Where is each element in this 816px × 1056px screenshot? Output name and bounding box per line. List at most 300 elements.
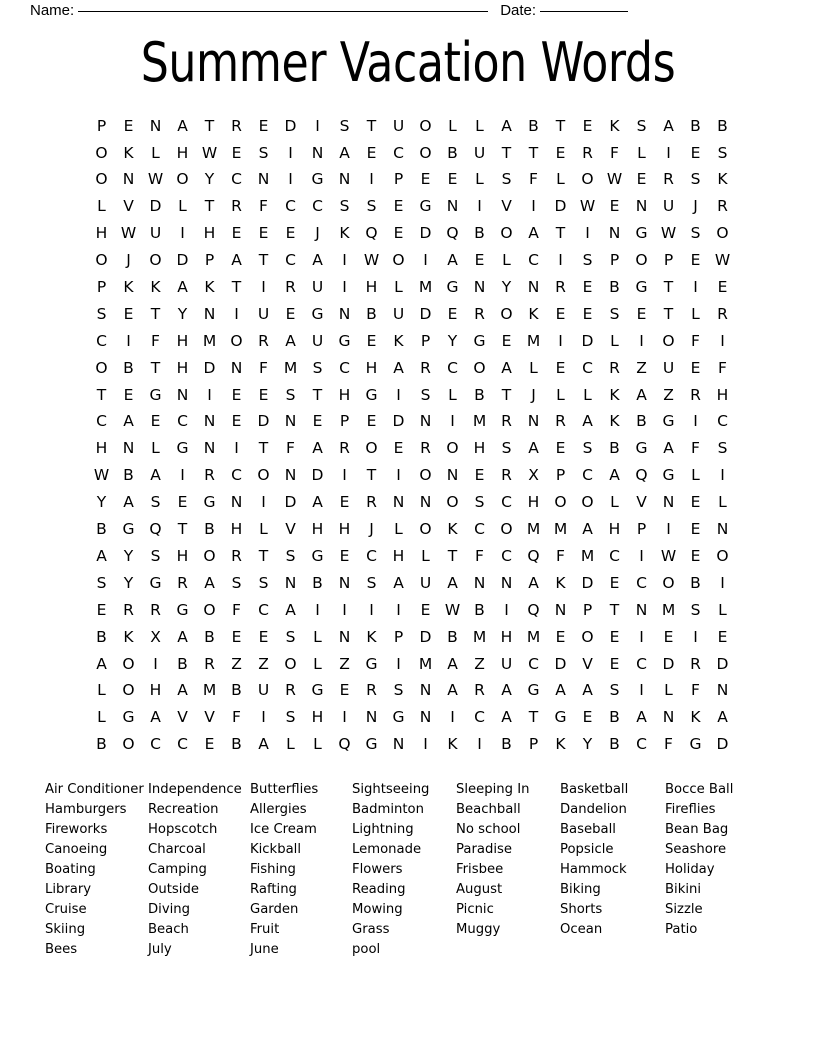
grid-cell[interactable]: A bbox=[150, 708, 161, 727]
grid-cell[interactable]: S bbox=[690, 600, 701, 619]
grid-cell[interactable]: N bbox=[176, 385, 189, 404]
name-write-line[interactable] bbox=[78, 11, 488, 12]
grid-cell[interactable]: H bbox=[311, 520, 324, 539]
grid-cell[interactable]: B bbox=[474, 224, 485, 243]
grid-cell[interactable]: G bbox=[176, 439, 189, 458]
grid-cell[interactable]: N bbox=[419, 493, 432, 512]
grid-cell[interactable]: G bbox=[311, 170, 324, 189]
grid-cell[interactable]: Q bbox=[365, 224, 378, 243]
grid-cell[interactable]: A bbox=[231, 251, 242, 270]
grid-cell[interactable]: A bbox=[447, 573, 458, 592]
grid-cell[interactable]: I bbox=[315, 116, 320, 135]
grid-cell[interactable]: F bbox=[691, 681, 700, 700]
grid-cell[interactable]: A bbox=[582, 520, 593, 539]
grid-cell[interactable]: A bbox=[501, 708, 512, 727]
grid-cell[interactable]: A bbox=[447, 654, 458, 673]
grid-cell[interactable]: E bbox=[312, 412, 323, 431]
grid-cell[interactable]: R bbox=[555, 278, 566, 297]
grid-cell[interactable]: K bbox=[123, 278, 134, 297]
grid-cell[interactable]: I bbox=[288, 170, 293, 189]
grid-cell[interactable]: H bbox=[95, 439, 108, 458]
grid-cell[interactable]: A bbox=[528, 573, 539, 592]
grid-cell[interactable]: T bbox=[231, 278, 242, 297]
grid-cell[interactable]: B bbox=[231, 735, 242, 754]
grid-cell[interactable]: K bbox=[339, 224, 350, 243]
grid-cell[interactable]: F bbox=[529, 170, 538, 189]
grid-cell[interactable]: I bbox=[261, 278, 266, 297]
word-list-item[interactable]: No school bbox=[456, 822, 521, 837]
grid-cell[interactable]: W bbox=[147, 170, 164, 189]
grid-cell[interactable]: F bbox=[610, 143, 619, 162]
grid-cell[interactable]: I bbox=[639, 681, 644, 700]
grid-cell[interactable]: W bbox=[714, 251, 731, 270]
grid-cell[interactable]: B bbox=[474, 600, 485, 619]
grid-cell[interactable]: R bbox=[717, 304, 728, 323]
grid-cell[interactable]: E bbox=[717, 627, 728, 646]
grid-cell[interactable]: A bbox=[393, 358, 404, 377]
grid-cell[interactable]: G bbox=[392, 708, 405, 727]
grid-cell[interactable]: O bbox=[203, 546, 216, 565]
grid-cell[interactable]: A bbox=[123, 493, 134, 512]
grid-cell[interactable]: W bbox=[579, 197, 596, 216]
grid-cell[interactable]: L bbox=[313, 735, 322, 754]
grid-cell[interactable]: S bbox=[96, 573, 107, 592]
word-list-item[interactable]: Library bbox=[45, 882, 92, 897]
grid-cell[interactable]: E bbox=[231, 143, 242, 162]
grid-cell[interactable]: N bbox=[635, 600, 648, 619]
word-list-item[interactable]: Beach bbox=[148, 922, 189, 937]
grid-cell[interactable]: N bbox=[338, 627, 351, 646]
grid-cell[interactable]: N bbox=[284, 466, 297, 485]
grid-cell[interactable]: B bbox=[204, 520, 215, 539]
grid-cell[interactable]: H bbox=[311, 708, 324, 727]
grid-cell[interactable]: P bbox=[582, 600, 593, 619]
grid-cell[interactable]: I bbox=[396, 466, 401, 485]
word-list-item[interactable]: Grass bbox=[352, 922, 390, 937]
grid-cell[interactable]: I bbox=[342, 251, 347, 270]
grid-cell[interactable]: A bbox=[555, 681, 566, 700]
grid-cell[interactable]: U bbox=[257, 681, 270, 700]
grid-cell[interactable]: A bbox=[636, 708, 647, 727]
grid-cell[interactable]: E bbox=[690, 493, 701, 512]
grid-cell[interactable]: L bbox=[448, 385, 457, 404]
grid-cell[interactable]: O bbox=[419, 466, 432, 485]
grid-cell[interactable]: B bbox=[447, 143, 458, 162]
grid-cell[interactable]: N bbox=[554, 600, 567, 619]
word-list-item[interactable]: Ice Cream bbox=[250, 822, 317, 837]
grid-cell[interactable]: N bbox=[230, 493, 243, 512]
grid-cell[interactable]: U bbox=[311, 278, 324, 297]
grid-cell[interactable]: L bbox=[151, 143, 160, 162]
grid-cell[interactable]: G bbox=[419, 197, 432, 216]
grid-cell[interactable]: A bbox=[150, 466, 161, 485]
word-list-item[interactable]: Fishing bbox=[250, 862, 296, 877]
grid-cell[interactable]: L bbox=[259, 520, 268, 539]
grid-cell[interactable]: N bbox=[662, 493, 675, 512]
grid-cell[interactable]: X bbox=[150, 627, 161, 646]
grid-cell[interactable]: S bbox=[285, 708, 296, 727]
grid-cell[interactable]: V bbox=[501, 197, 512, 216]
grid-cell[interactable]: D bbox=[554, 197, 567, 216]
grid-cell[interactable]: O bbox=[635, 251, 648, 270]
grid-cell[interactable]: Q bbox=[635, 466, 648, 485]
grid-cell[interactable]: O bbox=[95, 251, 108, 270]
grid-cell[interactable]: T bbox=[528, 708, 539, 727]
grid-cell[interactable]: O bbox=[419, 520, 432, 539]
grid-cell[interactable]: G bbox=[149, 385, 162, 404]
grid-cell[interactable]: B bbox=[447, 627, 458, 646]
grid-cell[interactable]: A bbox=[501, 358, 512, 377]
grid-cell[interactable]: D bbox=[257, 412, 270, 431]
grid-cell[interactable]: N bbox=[527, 278, 540, 297]
grid-cell[interactable]: A bbox=[312, 493, 323, 512]
word-list-item[interactable]: pool bbox=[352, 942, 381, 957]
grid-cell[interactable]: S bbox=[501, 170, 512, 189]
grid-cell[interactable]: A bbox=[285, 331, 296, 350]
grid-cell[interactable]: N bbox=[419, 412, 432, 431]
grid-cell[interactable]: D bbox=[716, 735, 729, 754]
word-list-item[interactable]: Reading bbox=[352, 882, 406, 897]
grid-cell[interactable]: B bbox=[123, 358, 134, 377]
grid-cell[interactable]: K bbox=[366, 627, 377, 646]
grid-cell[interactable]: A bbox=[123, 412, 134, 431]
word-list-item[interactable]: Basketball bbox=[560, 782, 629, 797]
grid-cell[interactable]: E bbox=[690, 520, 701, 539]
grid-cell[interactable]: L bbox=[637, 143, 646, 162]
grid-cell[interactable]: F bbox=[151, 331, 160, 350]
grid-cell[interactable]: W bbox=[201, 143, 218, 162]
grid-cell[interactable]: O bbox=[392, 251, 405, 270]
grid-cell[interactable]: I bbox=[396, 654, 401, 673]
grid-cell[interactable]: O bbox=[446, 493, 459, 512]
grid-cell[interactable]: S bbox=[339, 116, 350, 135]
grid-cell[interactable]: U bbox=[311, 331, 324, 350]
word-list-item[interactable]: Charcoal bbox=[148, 842, 206, 857]
grid-cell[interactable]: Q bbox=[446, 224, 459, 243]
grid-cell[interactable]: H bbox=[338, 520, 351, 539]
grid-cell[interactable]: N bbox=[149, 116, 162, 135]
word-list-item[interactable]: Rafting bbox=[250, 882, 297, 897]
grid-cell[interactable]: Y bbox=[96, 493, 107, 512]
grid-cell[interactable]: R bbox=[204, 466, 215, 485]
grid-cell[interactable]: W bbox=[660, 546, 677, 565]
grid-cell[interactable]: T bbox=[258, 251, 269, 270]
grid-cell[interactable]: B bbox=[609, 708, 620, 727]
grid-cell[interactable]: L bbox=[151, 439, 160, 458]
grid-cell[interactable]: T bbox=[96, 385, 107, 404]
grid-cell[interactable]: L bbox=[475, 170, 484, 189]
grid-cell[interactable]: L bbox=[691, 466, 700, 485]
grid-cell[interactable]: E bbox=[582, 278, 593, 297]
grid-cell[interactable]: H bbox=[365, 358, 378, 377]
grid-cell[interactable]: S bbox=[285, 385, 296, 404]
grid-cell[interactable]: E bbox=[636, 304, 647, 323]
grid-cell[interactable]: I bbox=[531, 197, 536, 216]
grid-cell[interactable]: A bbox=[312, 439, 323, 458]
grid-cell[interactable]: I bbox=[234, 439, 239, 458]
grid-cell[interactable]: L bbox=[97, 197, 106, 216]
grid-cell[interactable]: U bbox=[392, 116, 405, 135]
grid-cell[interactable]: S bbox=[474, 493, 485, 512]
grid-cell[interactable]: H bbox=[473, 439, 486, 458]
grid-cell[interactable]: S bbox=[582, 251, 593, 270]
word-list-item[interactable]: Camping bbox=[148, 862, 207, 877]
grid-cell[interactable]: L bbox=[394, 278, 403, 297]
grid-cell[interactable]: S bbox=[717, 439, 728, 458]
grid-cell[interactable]: K bbox=[555, 735, 566, 754]
grid-cell[interactable]: A bbox=[501, 681, 512, 700]
grid-cell[interactable]: R bbox=[555, 412, 566, 431]
grid-cell[interactable]: I bbox=[693, 278, 698, 297]
word-list-item[interactable]: June bbox=[250, 942, 279, 957]
grid-cell[interactable]: W bbox=[606, 170, 623, 189]
grid-cell[interactable]: E bbox=[150, 412, 161, 431]
grid-cell[interactable]: H bbox=[500, 627, 513, 646]
grid-cell[interactable]: M bbox=[418, 278, 433, 297]
grid-cell[interactable]: G bbox=[527, 681, 540, 700]
grid-cell[interactable]: K bbox=[204, 278, 215, 297]
grid-cell[interactable]: A bbox=[528, 224, 539, 243]
grid-cell[interactable]: O bbox=[662, 573, 675, 592]
grid-cell[interactable]: V bbox=[177, 708, 188, 727]
grid-cell[interactable]: M bbox=[472, 412, 487, 431]
grid-cell[interactable]: E bbox=[447, 170, 458, 189]
grid-cell[interactable]: H bbox=[176, 331, 189, 350]
word-list-item[interactable]: Frisbee bbox=[456, 862, 504, 877]
grid-cell[interactable]: G bbox=[446, 278, 459, 297]
grid-cell[interactable]: H bbox=[716, 385, 729, 404]
grid-cell[interactable]: Z bbox=[231, 654, 242, 673]
grid-cell[interactable]: Q bbox=[149, 520, 162, 539]
grid-cell[interactable]: S bbox=[339, 197, 350, 216]
grid-cell[interactable]: G bbox=[122, 520, 135, 539]
grid-cell[interactable]: C bbox=[636, 654, 647, 673]
grid-cell[interactable]: R bbox=[663, 170, 674, 189]
grid-cell[interactable]: N bbox=[230, 358, 243, 377]
grid-cell[interactable]: L bbox=[286, 735, 295, 754]
grid-cell[interactable]: Y bbox=[123, 546, 134, 565]
grid-cell[interactable]: L bbox=[664, 681, 673, 700]
grid-cell[interactable]: F bbox=[556, 546, 565, 565]
grid-cell[interactable]: T bbox=[663, 304, 674, 323]
grid-cell[interactable]: M bbox=[202, 331, 217, 350]
grid-cell[interactable]: Y bbox=[582, 735, 593, 754]
grid-cell[interactable]: N bbox=[608, 224, 621, 243]
grid-cell[interactable]: D bbox=[581, 573, 594, 592]
grid-cell[interactable]: N bbox=[257, 170, 270, 189]
grid-cell[interactable]: T bbox=[258, 546, 269, 565]
grid-cell[interactable]: N bbox=[122, 170, 135, 189]
grid-cell[interactable]: C bbox=[609, 546, 620, 565]
grid-cell[interactable]: E bbox=[609, 627, 620, 646]
grid-cell[interactable]: B bbox=[528, 116, 539, 135]
grid-cell[interactable]: R bbox=[150, 600, 161, 619]
grid-cell[interactable]: G bbox=[554, 708, 567, 727]
grid-cell[interactable]: B bbox=[177, 654, 188, 673]
grid-cell[interactable]: H bbox=[527, 493, 540, 512]
grid-cell[interactable]: B bbox=[474, 385, 485, 404]
grid-cell[interactable]: I bbox=[639, 331, 644, 350]
grid-cell[interactable]: N bbox=[716, 520, 729, 539]
grid-cell[interactable]: H bbox=[176, 546, 189, 565]
grid-cell[interactable]: H bbox=[176, 358, 189, 377]
grid-cell[interactable]: L bbox=[610, 331, 619, 350]
grid-cell[interactable]: W bbox=[120, 224, 137, 243]
word-list-item[interactable]: Muggy bbox=[456, 922, 501, 937]
grid-cell[interactable]: F bbox=[286, 439, 295, 458]
grid-cell[interactable]: N bbox=[203, 412, 216, 431]
grid-cell[interactable]: R bbox=[339, 439, 350, 458]
grid-cell[interactable]: O bbox=[176, 170, 189, 189]
grid-cell[interactable]: A bbox=[204, 573, 215, 592]
word-list-item[interactable]: Bocce Ball bbox=[665, 782, 734, 797]
grid-cell[interactable]: R bbox=[204, 654, 215, 673]
grid-cell[interactable]: P bbox=[609, 251, 620, 270]
grid-cell[interactable]: E bbox=[258, 627, 269, 646]
word-list-item[interactable]: Fireflies bbox=[665, 802, 716, 817]
grid-cell[interactable]: E bbox=[96, 600, 107, 619]
grid-cell[interactable]: E bbox=[285, 224, 296, 243]
grid-cell[interactable]: E bbox=[339, 546, 350, 565]
grid-cell[interactable]: E bbox=[690, 143, 701, 162]
grid-cell[interactable]: A bbox=[96, 654, 107, 673]
grid-cell[interactable]: S bbox=[366, 573, 377, 592]
grid-cell[interactable]: T bbox=[366, 466, 377, 485]
word-list-item[interactable]: Garden bbox=[250, 902, 299, 917]
grid-cell[interactable]: S bbox=[150, 493, 161, 512]
word-list-item[interactable]: Diving bbox=[148, 902, 191, 917]
grid-cell[interactable]: H bbox=[365, 278, 378, 297]
grid-cell[interactable]: H bbox=[203, 224, 216, 243]
grid-cell[interactable]: T bbox=[528, 143, 539, 162]
grid-cell[interactable]: L bbox=[502, 251, 511, 270]
grid-cell[interactable]: P bbox=[393, 170, 404, 189]
word-list-item[interactable]: Sightseeing bbox=[352, 782, 430, 797]
grid-cell[interactable]: C bbox=[636, 735, 647, 754]
grid-cell[interactable]: I bbox=[207, 385, 212, 404]
word-list-item[interactable]: Paradise bbox=[456, 842, 512, 857]
grid-cell[interactable]: N bbox=[284, 573, 297, 592]
grid-cell[interactable]: K bbox=[123, 143, 134, 162]
grid-cell[interactable]: A bbox=[501, 116, 512, 135]
grid-cell[interactable]: R bbox=[690, 385, 701, 404]
grid-cell[interactable]: B bbox=[501, 735, 512, 754]
grid-cell[interactable]: I bbox=[396, 385, 401, 404]
grid-cell[interactable]: N bbox=[311, 143, 324, 162]
word-list-item[interactable]: Baseball bbox=[560, 822, 616, 837]
grid-cell[interactable]: B bbox=[717, 116, 728, 135]
grid-cell[interactable]: R bbox=[285, 681, 296, 700]
grid-cell[interactable]: D bbox=[419, 627, 432, 646]
grid-cell[interactable]: Z bbox=[636, 358, 647, 377]
grid-cell[interactable]: A bbox=[636, 385, 647, 404]
grid-cell[interactable]: G bbox=[311, 546, 324, 565]
grid-cell[interactable]: L bbox=[556, 385, 565, 404]
grid-cell[interactable]: R bbox=[474, 304, 485, 323]
grid-cell[interactable]: G bbox=[176, 600, 189, 619]
grid-cell[interactable]: Y bbox=[123, 573, 134, 592]
grid-cell[interactable]: N bbox=[392, 493, 405, 512]
grid-cell[interactable]: D bbox=[554, 654, 567, 673]
grid-cell[interactable]: S bbox=[636, 116, 647, 135]
grid-cell[interactable]: R bbox=[717, 197, 728, 216]
grid-cell[interactable]: P bbox=[420, 331, 431, 350]
word-list-item[interactable]: Bean Bag bbox=[665, 822, 729, 837]
grid-cell[interactable]: I bbox=[180, 466, 185, 485]
grid-cell[interactable]: C bbox=[528, 654, 539, 673]
grid-cell[interactable]: L bbox=[718, 493, 727, 512]
word-list-item[interactable]: Beachball bbox=[456, 802, 521, 817]
grid-cell[interactable]: R bbox=[366, 493, 377, 512]
grid-cell[interactable]: G bbox=[311, 304, 324, 323]
grid-cell[interactable]: O bbox=[149, 251, 162, 270]
grid-cell[interactable]: V bbox=[285, 520, 296, 539]
grid-cell[interactable]: B bbox=[636, 412, 647, 431]
grid-cell[interactable]: S bbox=[231, 573, 242, 592]
grid-cell[interactable]: G bbox=[122, 708, 135, 727]
grid-cell[interactable]: L bbox=[556, 170, 565, 189]
grid-cell[interactable]: G bbox=[311, 681, 324, 700]
grid-cell[interactable]: Z bbox=[258, 654, 269, 673]
grid-cell[interactable]: E bbox=[420, 170, 431, 189]
grid-cell[interactable]: A bbox=[312, 251, 323, 270]
grid-cell[interactable]: N bbox=[473, 278, 486, 297]
grid-cell[interactable]: E bbox=[231, 412, 242, 431]
grid-cell[interactable]: N bbox=[122, 439, 135, 458]
grid-cell[interactable]: E bbox=[636, 170, 647, 189]
grid-cell[interactable]: D bbox=[149, 197, 162, 216]
grid-cell[interactable]: T bbox=[555, 224, 566, 243]
grid-cell[interactable]: I bbox=[153, 654, 158, 673]
grid-cell[interactable]: S bbox=[690, 224, 701, 243]
grid-cell[interactable]: L bbox=[313, 627, 322, 646]
grid-cell[interactable]: T bbox=[150, 304, 161, 323]
grid-cell[interactable]: G bbox=[689, 735, 702, 754]
word-list-item[interactable]: Badminton bbox=[352, 802, 424, 817]
grid-cell[interactable]: K bbox=[150, 278, 161, 297]
grid-cell[interactable]: R bbox=[501, 466, 512, 485]
grid-cell[interactable]: H bbox=[149, 681, 162, 700]
grid-cell[interactable]: J bbox=[531, 385, 536, 404]
grid-cell[interactable]: U bbox=[257, 304, 270, 323]
grid-cell[interactable]: E bbox=[177, 493, 188, 512]
grid-cell[interactable]: T bbox=[204, 116, 215, 135]
grid-cell[interactable]: S bbox=[690, 170, 701, 189]
grid-cell[interactable]: E bbox=[609, 197, 620, 216]
word-list-item[interactable]: Ocean bbox=[560, 922, 603, 937]
grid-cell[interactable]: E bbox=[123, 116, 134, 135]
grid-cell[interactable]: R bbox=[231, 546, 242, 565]
grid-cell[interactable]: O bbox=[419, 116, 432, 135]
grid-cell[interactable]: T bbox=[609, 600, 620, 619]
grid-cell[interactable]: G bbox=[365, 735, 378, 754]
grid-cell[interactable]: L bbox=[475, 116, 484, 135]
grid-cell[interactable]: E bbox=[339, 681, 350, 700]
grid-cell[interactable]: A bbox=[447, 681, 458, 700]
grid-cell[interactable]: N bbox=[338, 573, 351, 592]
grid-cell[interactable]: I bbox=[369, 170, 374, 189]
grid-cell[interactable]: E bbox=[285, 304, 296, 323]
grid-cell[interactable]: P bbox=[204, 251, 215, 270]
grid-cell[interactable]: C bbox=[501, 493, 512, 512]
grid-cell[interactable]: I bbox=[558, 331, 563, 350]
grid-cell[interactable]: I bbox=[639, 627, 644, 646]
word-list-item[interactable]: Biking bbox=[560, 882, 601, 897]
word-list-item[interactable]: Picnic bbox=[456, 902, 494, 917]
grid-cell[interactable]: I bbox=[180, 224, 185, 243]
word-list-item[interactable]: Bees bbox=[45, 942, 78, 957]
grid-cell[interactable]: G bbox=[365, 654, 378, 673]
